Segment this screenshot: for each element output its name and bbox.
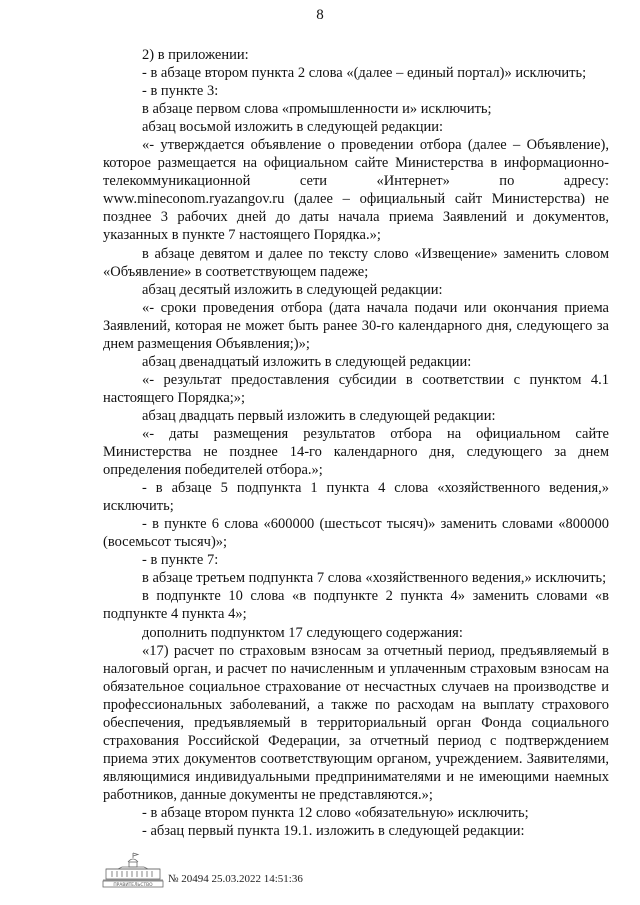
registration-stamp: № 20494 25.03.2022 14:51:36 bbox=[168, 873, 303, 885]
page-number: 8 bbox=[316, 7, 324, 23]
paragraph: - в пункте 6 слова «600000 (шестьсот тысяч)» заменить словами «800000 (восемьсот тысяч)»; bbox=[103, 516, 609, 551]
paragraph: - в абзаце втором пункта 2 слова «(далее – единый портал)» исключить; bbox=[142, 65, 587, 82]
paragraph: «- результат предоставления субсидии в соответствии с пунктом 4.1 настоящего Порядка;»; bbox=[103, 371, 609, 406]
paragraph: 2) в приложении: bbox=[142, 47, 249, 63]
government-building-emblem-icon bbox=[100, 852, 166, 888]
paragraph: дополнить подпунктом 17 следующего содержания: bbox=[142, 624, 463, 641]
paragraph: в абзаце девятом и далее по тексту слово «Извещение» заменить словом «Объявление» в соответствующем падеже; bbox=[103, 245, 609, 280]
paragraph: в абзаце третьем подпункта 7 слова «хозяйственного ведения,» исключить; bbox=[142, 570, 607, 587]
emblem-caption: ПРАВИТЕЛЬСТВО bbox=[113, 882, 153, 888]
paragraph: абзац восьмой изложить в следующей редакции: bbox=[142, 119, 444, 136]
paragraph: - в пункте 3: bbox=[142, 83, 219, 100]
paragraph: - в абзаце 5 подпункта 1 пункта 4 слова «хозяйственного ведения,» исключить; bbox=[103, 480, 609, 515]
paragraph: - абзац первый пункта 19.1. изложить в следующей редакции: bbox=[142, 823, 525, 840]
paragraph: - в пункте 7: bbox=[142, 552, 219, 569]
document-footer bbox=[100, 852, 400, 892]
document-body bbox=[103, 46, 609, 840]
paragraph: - в абзаце втором пункта 12 слово «обязательную» исключить; bbox=[142, 804, 529, 821]
paragraph: абзац десятый изложить в следующей редакции: bbox=[142, 281, 443, 298]
paragraph: абзац двенадцатый изложить в следующей редакции: bbox=[142, 353, 472, 370]
paragraph: «- сроки проведения отбора (дата начала подачи или окончания приема Заявлений, которая не может быть ранее 30-го календарного дня, следующего за днем размещения Объявления;)»; bbox=[103, 299, 609, 352]
paragraph: абзац двадцать первый изложить в следующей редакции: bbox=[142, 407, 496, 424]
paragraph: «17) расчет по страховым взносам за отчетный период, предъявляемый в налоговый орган, и расчет по начисленным и уплаченным страховым взносам на обязательное социальное страхование от несчастных случаев на производстве и профессиональных заболеваний, а также по расходам на выплату страхового обеспечения, предъявляемый в территориальный орган Фонда социального страхования Российской Федерации, за отчетный период с подтверждением приема этих документов соответствующим органом, учреждением. Заявителями, являющимися индивидуальными предпринимателями и не имеющими наемных работников, данные документы не представляются.»; bbox=[103, 642, 609, 803]
paragraph: в подпункте 10 слова «в подпункте 2 пункта 4» заменить словами «в подпункте 4 пункта 4»; bbox=[103, 588, 609, 623]
paragraph: «- утверждается объявление о проведении отбора (далее – Объявление), которое размещается на официальном сайте Министерства в информационно-телекоммуникационной сети «Интернет» по адресу: www.mineconom.ryazangov.ru (далее – официальный сайт Министерства) не позднее 3 рабочих дней до даты начала приема Заявлений и документов, указанных в пункте 7 настоящего Порядка.»; bbox=[103, 137, 609, 244]
paragraph: в абзаце первом слова «промышленности и» исключить; bbox=[142, 101, 492, 118]
paragraph: «- даты размещения результатов отбора на официальном сайте Министерства не позднее 14-го календарного дня, следующего за днем определения победителей отбора.»; bbox=[103, 425, 609, 479]
